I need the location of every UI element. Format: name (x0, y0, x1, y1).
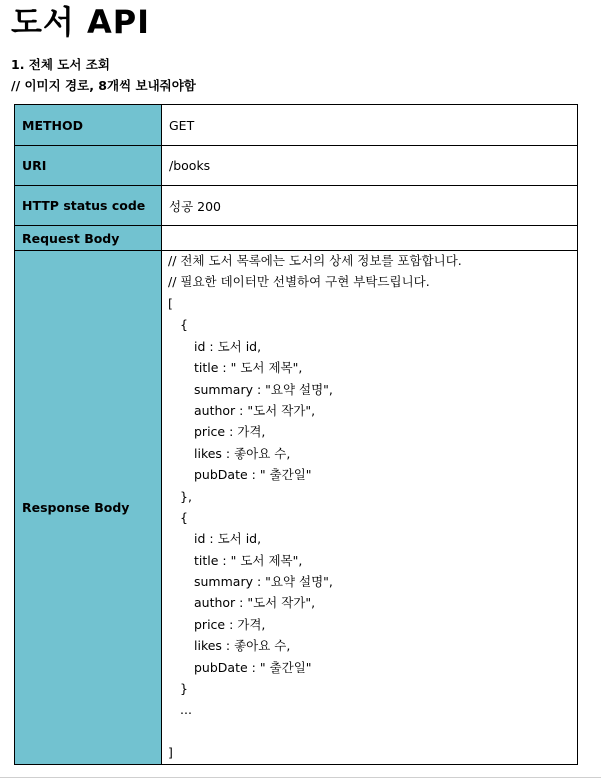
page-bottom-rule (0, 777, 601, 778)
code-line: pubDate : " 출간일" (194, 467, 312, 483)
response-body-value (162, 251, 578, 765)
request-body-label: Request Body (15, 226, 162, 251)
code-line: }, (180, 488, 192, 504)
document-title: 도서 API (11, 3, 151, 41)
code-line: price : 가격, (194, 424, 266, 440)
code-line: // 필요한 데이터만 선별하여 구현 부탁드립니다. (168, 274, 430, 289)
request-body-value (162, 226, 578, 251)
response-body-code (162, 251, 577, 764)
code-line: { (180, 509, 188, 525)
code-line: summary : "요약 설명", (194, 381, 333, 397)
code-line: likes : 좋아요 수, (194, 638, 291, 654)
row-response-body (15, 251, 578, 765)
row-status (15, 186, 578, 226)
code-line: likes : 좋아요 수, (194, 445, 291, 461)
code-line: price : 가격, (194, 616, 266, 632)
row-method (15, 105, 578, 146)
code-line: ] (168, 745, 173, 761)
api-spec-table (14, 104, 578, 765)
code-line: [ (168, 296, 173, 311)
uri-value: /books (162, 146, 578, 186)
code-line: { (180, 317, 188, 333)
status-label: HTTP status code (15, 186, 162, 226)
code-line: author : "도서 작가", (194, 402, 316, 418)
uri-label: URI (15, 146, 162, 186)
code-line: } (180, 681, 188, 697)
code-line: title : " 도서 제목", (194, 552, 303, 568)
code-line: pubDate : " 출간일" (194, 659, 312, 675)
row-uri (15, 146, 578, 186)
section-note: // 이미지 경로, 8개씩 보내줘야함 (11, 78, 196, 93)
status-value: 성공 200 (162, 186, 578, 226)
code-line: author : "도서 작가", (194, 595, 316, 611)
code-line: title : " 도서 제목", (194, 360, 303, 376)
code-line (168, 721, 577, 742)
response-body-label: Response Body (15, 251, 162, 765)
code-line: id : 도서 id, (194, 531, 262, 547)
section-heading: 1. 전체 도서 조회 (11, 57, 110, 72)
code-line: // 전체 도서 목록에는 도서의 상세 정보를 포함합니다. (168, 253, 462, 268)
method-value: GET (162, 105, 578, 146)
method-label: METHOD (15, 105, 162, 146)
code-line: id : 도서 id, (194, 338, 262, 354)
code-line: summary : "요약 설명", (194, 574, 333, 590)
code-line: ... (180, 702, 192, 718)
row-request-body (15, 226, 578, 251)
